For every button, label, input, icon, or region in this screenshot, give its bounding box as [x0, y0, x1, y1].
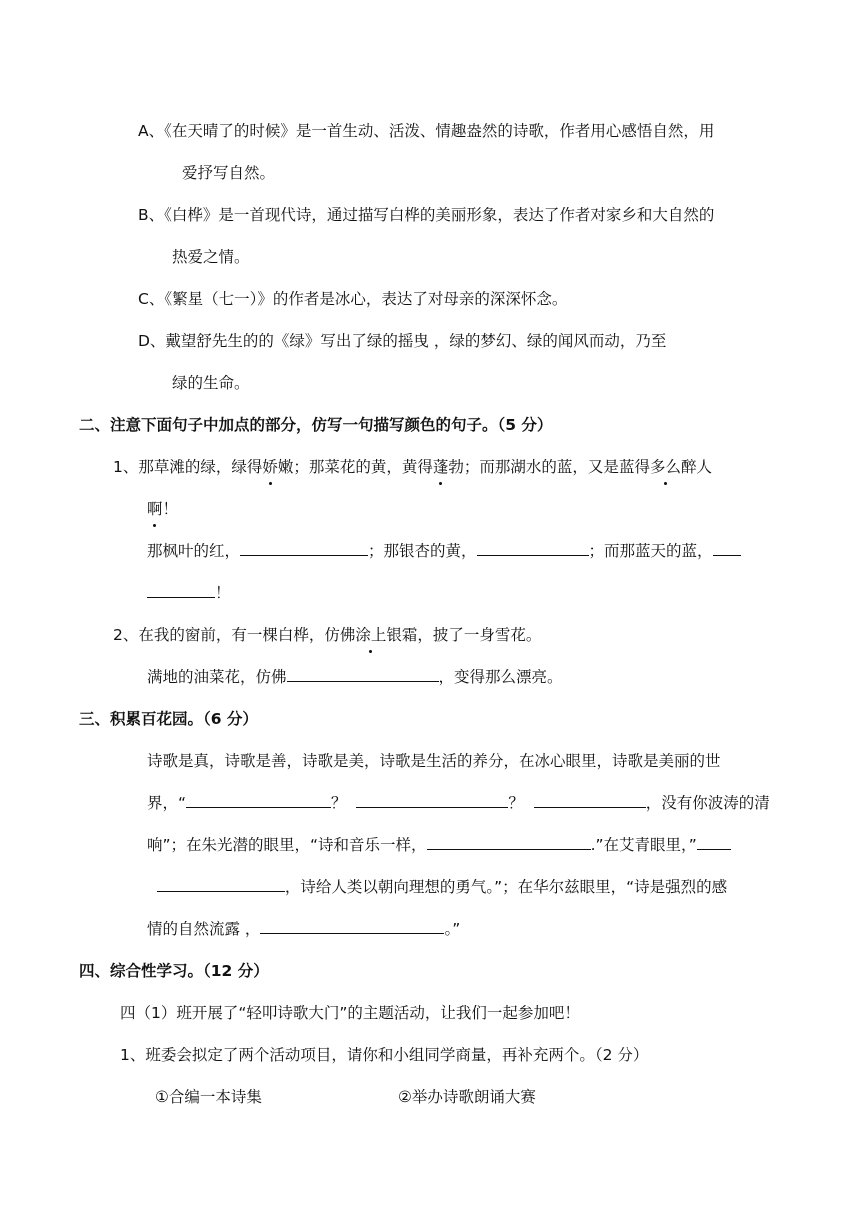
- s3-text-2c: ？: [508, 794, 524, 812]
- option-a-line2: 爱抒写自然。: [182, 164, 276, 182]
- section2-q1-line1: [113, 456, 712, 478]
- s3-text-3a: 响”；在朱光潜的眼里，“诗和音乐一样，: [147, 836, 427, 854]
- section4-question-1: 1、班委会拟定了两个活动项目，请你和小组同学商量，再补充两个。（2 分）: [120, 1046, 649, 1064]
- q2-dotted: 仿佛涂上银霜: [324, 626, 418, 644]
- section2-q2-fill-line: [147, 666, 563, 688]
- q2-fill-text-b: ，变得那么漂亮。: [438, 668, 563, 686]
- q1-fill-text-a: 那枫叶的红，: [147, 542, 241, 560]
- s3-blank-5b[interactable]: [157, 877, 285, 892]
- section3-line1: 诗歌是真，诗歌是善，诗歌是美，诗歌是生活的养分，在冰心眼里，诗歌是美丽的世: [147, 752, 721, 770]
- section3-line4: [147, 876, 727, 898]
- section4-intro: 四（1）班开展了“轻叩诗歌大门”的主题活动，让我们一起参加吧！: [120, 1004, 580, 1022]
- q1-dotted-4: 啊: [147, 500, 163, 518]
- s3-blank-1[interactable]: [186, 793, 331, 808]
- option-d-line2: 绿的生命。: [172, 374, 250, 392]
- q1-dotted-2: 得蓬勃: [417, 458, 464, 476]
- section4-item-1: ①合编一本诗集: [155, 1088, 262, 1106]
- section2-q1-fill-line2: [147, 582, 231, 604]
- q1-answer-blank-1[interactable]: [240, 541, 368, 556]
- q1-answer-blank-3a[interactable]: [713, 541, 741, 556]
- option-b-line1: B、《白桦》是一首现代诗，通过描写白桦的美丽形象，表达了作者对家乡和大自然的: [138, 206, 715, 224]
- section2-heading: 二、注意下面句子中加点的部分，仿写一句描写颜色的句子。（5 分）: [79, 416, 553, 434]
- q1-answer-blank-2[interactable]: [477, 541, 589, 556]
- section2-q2-line1: [113, 624, 541, 646]
- q1-dotted-1: 得娇嫩: [246, 458, 294, 476]
- option-c-line1: C、《繁星（七一）》的作者是冰心，表达了对母亲的深深怀念。: [138, 290, 568, 308]
- q1-fill-text-b: ；那银杏的黄，: [368, 542, 477, 560]
- s3-text-2a: 界，“: [147, 794, 187, 812]
- section4-item-2: ②举办诗歌朗诵大赛: [398, 1088, 536, 1106]
- q2-fill-text-a: 满地的油菜花，仿佛: [147, 668, 287, 686]
- q1-fill-text-c: ；而那蓝天的蓝，: [588, 542, 713, 560]
- section3-line3: [147, 834, 731, 856]
- section3-line5: [147, 918, 460, 940]
- s3-text-5a: 情的自然流露 ，: [147, 920, 261, 938]
- option-b-line2: 热爱之情。: [172, 248, 250, 266]
- option-d-line1: D、戴望舒先生的的《绿》写出了绿的摇曳 ，绿的梦幻、绿的闻风而动，乃至: [138, 332, 667, 350]
- option-a-line1: A、《在天晴了的时候》是一首生动、活泼、情趣盎然的诗歌，作者用心感悟自然，用: [138, 122, 715, 140]
- section2-q1-fill-line1: [147, 540, 741, 562]
- q1-answer-blank-3b[interactable]: [147, 583, 215, 598]
- q1-text-1: 1、那草滩的绿，绿: [113, 458, 247, 476]
- q2-text-2: ，披了一身雪花。: [417, 626, 542, 644]
- q2-answer-blank[interactable]: [287, 667, 439, 682]
- q2-text-1: 2、在我的窗前，有一棵白桦，: [113, 626, 325, 644]
- q1-fill-end: ！: [215, 584, 231, 602]
- s3-blank-3[interactable]: [534, 793, 646, 808]
- section3-heading: 三、积累百花园。（6 分）: [79, 710, 258, 728]
- q1-text-4: ！: [162, 500, 179, 518]
- s3-blank-4[interactable]: [427, 835, 591, 850]
- q1-dotted-3: 蓝得多么醉人: [618, 458, 712, 476]
- s3-text-2b: ？: [331, 794, 347, 812]
- section2-q1-line2: [147, 498, 178, 520]
- section4-heading: 四、综合性学习。（12 分）: [79, 962, 269, 980]
- section3-line2: [147, 792, 770, 814]
- q1-text-2: ；那菜花的黄，黄: [293, 458, 418, 476]
- s3-blank-5a[interactable]: [697, 835, 731, 850]
- s3-text-2d: ，没有你波涛的清: [645, 794, 770, 812]
- s3-text-3b: .”在艾青眼里，”: [590, 836, 697, 854]
- s3-blank-6[interactable]: [260, 919, 444, 934]
- s3-text-5b: 。”: [444, 920, 461, 938]
- q1-text-3: ；而那湖水的蓝，又是: [463, 458, 619, 476]
- s3-text-4a: ，诗给人类以朝向理想的勇气。”；在华尔兹眼里，“诗是强烈的感: [284, 878, 728, 896]
- s3-blank-2[interactable]: [356, 793, 508, 808]
